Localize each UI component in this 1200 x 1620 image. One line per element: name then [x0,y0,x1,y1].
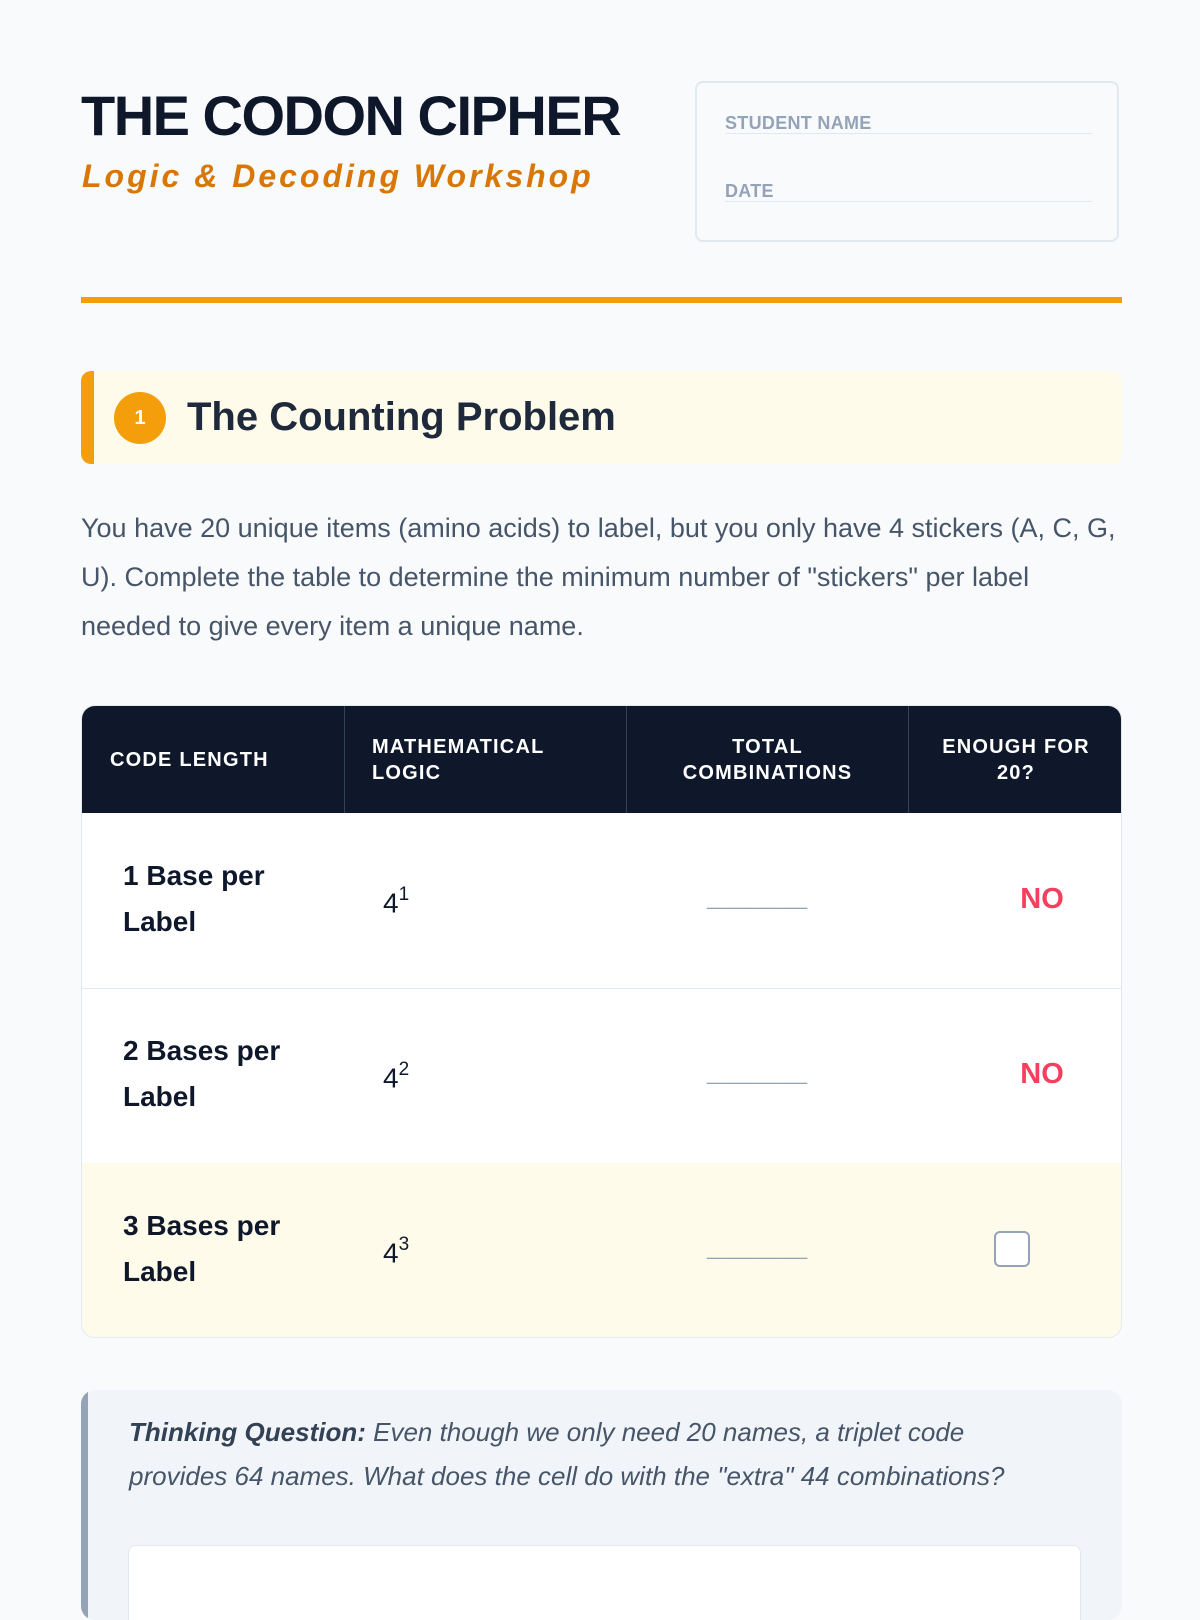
worksheet-subtitle: Logic & Decoding Workshop [82,158,594,194]
code-length-cell: 3 Bases per Label [123,1210,281,1287]
table-row-highlighted [82,1163,1122,1338]
math-logic-cell [383,1054,409,1096]
thinking-question [129,1410,1069,1498]
math-base: 4 [383,1237,399,1269]
section-title: The Counting Problem [187,395,616,439]
total-combinations-blank[interactable]: _________ [707,1063,808,1085]
math-exponent: 1 [398,884,410,905]
header-total-combinations-text: TOTAL COMBINATIONS [682,735,853,784]
thinking-accent-bar [81,1390,88,1620]
math-logic-cell [383,879,409,921]
header-math-logic-text: MATHEMATICAL LOGIC [372,735,545,784]
header-code-length: CODE LENGTH [110,748,269,771]
worksheet-title: THE CODON CIPHER [81,84,621,147]
code-length-cell: 2 Bases per Label [123,1035,281,1112]
header-total-combinations [626,706,908,813]
thinking-question-text: Even though we only need 20 names, a triplet code provides 64 names. What does the cell do with the "extra" 44 combinations? [129,1417,1005,1491]
header-enough-text: ENOUGH FOR 20? [942,735,1090,784]
enough-answer: NO [1020,1058,1064,1090]
enough-checkbox[interactable] [994,1231,1030,1267]
math-logic-cell [383,1229,409,1271]
section-intro: You have 20 unique items (amino acids) to label, but you only have 4 stickers (A, C, G, U). Complete the table to determine the minimum number of "stickers" per label needed to give every item a unique name. [81,513,1116,641]
math-base: 4 [383,887,399,919]
table-header [82,706,1122,813]
header-divider [81,297,1122,303]
header-math-logic [344,706,626,813]
student-info-box [695,81,1119,242]
thinking-question-box [81,1390,1122,1620]
date-field[interactable] [725,181,1092,202]
section-accent-bar [81,371,94,464]
date-label: DATE [725,181,774,201]
math-exponent: 2 [398,1059,410,1080]
math-exponent: 3 [398,1234,410,1255]
section-header [81,371,1122,464]
student-name-field[interactable] [725,113,1092,134]
student-name-label: STUDENT NAME [725,113,872,133]
combinations-table [81,705,1122,1338]
table-row [82,813,1122,989]
total-combinations-blank[interactable]: _________ [707,1238,808,1260]
total-combinations-blank[interactable]: _________ [707,888,808,910]
math-base: 4 [383,1062,399,1094]
code-length-cell: 1 Base per Label [123,860,265,937]
thinking-question-lead: Thinking Question: [129,1417,366,1447]
enough-answer: NO [1020,883,1064,915]
header-enough [908,706,1122,813]
section-number-badge: 1 [114,392,166,444]
thinking-answer-field[interactable] [128,1545,1081,1620]
table-row [82,988,1122,1164]
